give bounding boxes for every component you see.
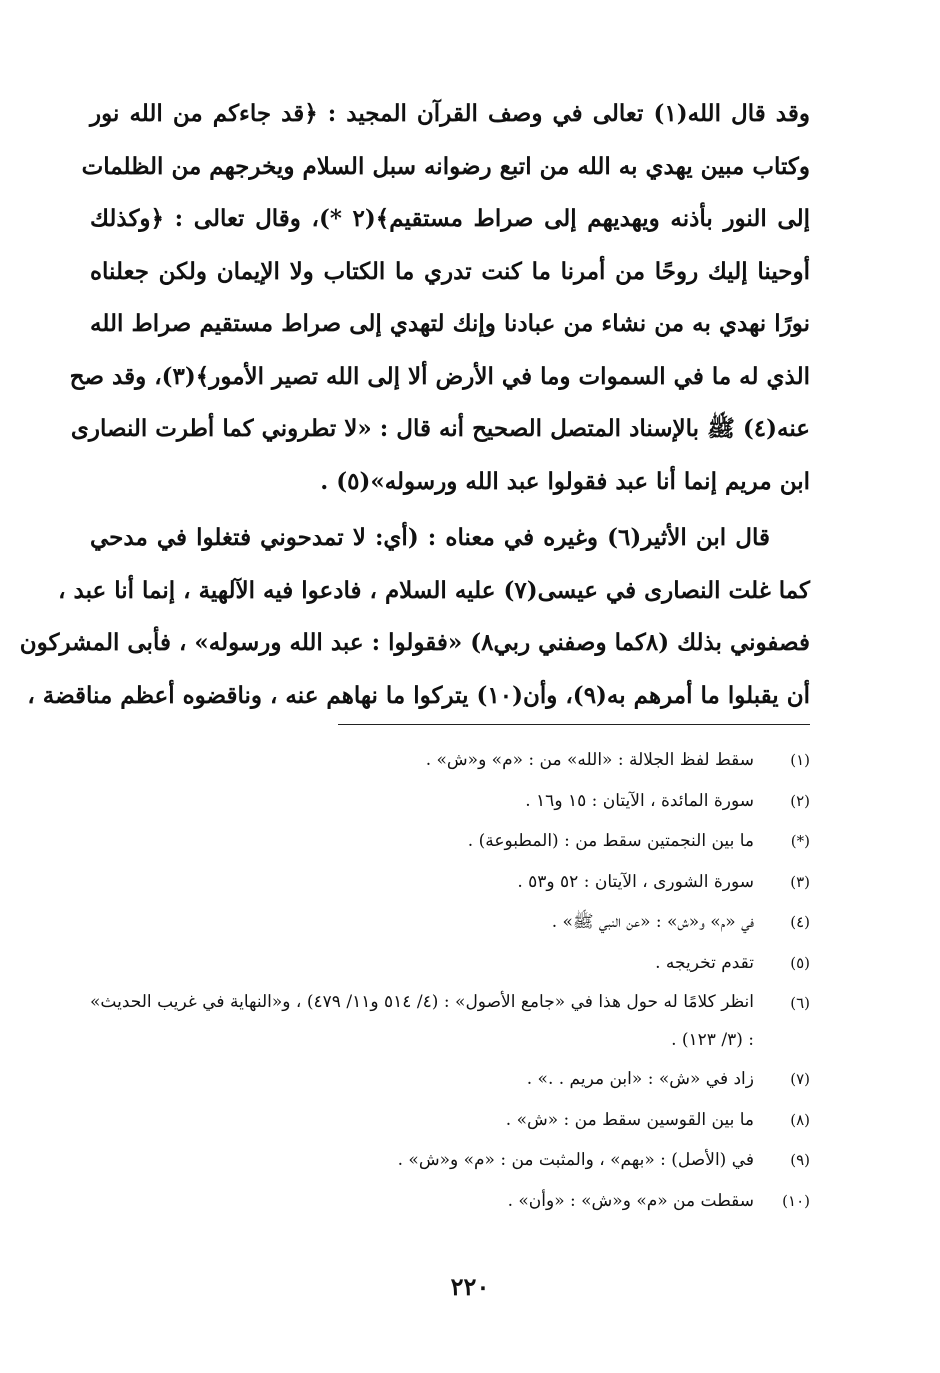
text-line: أوحينا إليك روحًا من أمرنا ما كنت تدري ما الكتاب ولا الإيمان ولكن جعلناه — [90, 257, 810, 285]
footnote — [90, 943, 810, 984]
footnote-number: (٧) — [790, 1070, 810, 1088]
text-line: عنه(٤) ﷺ بالإسناد المتصل الصحيح أنه قال : «لا تطروني كما أطرت النصارى — [70, 415, 810, 442]
footnote-number: (١) — [790, 751, 810, 769]
text-line: وقد قال الله(١) تعالى في وصف القرآن المجيد : ﴿قد جاءكم من الله نور — [90, 100, 810, 127]
page-number: ٢٢٠ — [450, 1272, 490, 1301]
footnote-number: (٨) — [790, 1110, 810, 1129]
text-line: وكتاب مبين يهدي به الله من اتبع رضوانه سبل السلام ويخرجهم من الظلمات — [81, 152, 810, 180]
text-line: إلى النور بأذنه ويهديهم إلى صراط مستقيم﴾(٢ *)، وقال تعالى : ﴿وكذلك — [90, 205, 810, 232]
footnote — [90, 983, 810, 1059]
text-line: قال ابن الأثير(٦) وغيره في معناه : (أي: لا تمدحوني فتغلوا في مدحي — [90, 524, 771, 551]
footnote-text: ما بين النجمتين سقط من : (المطبوعة) . — [467, 831, 754, 851]
footnote-text: سورة المائدة ، الآيتان : ١٥ و١٦ . — [525, 790, 754, 811]
footnote-text: ما بين القوسين سقط من : «ش» . — [505, 1109, 754, 1130]
footnote-number: (٩) — [790, 1151, 810, 1169]
footnote — [90, 902, 810, 943]
footnote-number: (٣) — [790, 872, 810, 891]
text-line: الذي له ما في السموات وما في الأرض ألا إلى الله تصير الأمور﴾(٣)، وقد صح — [69, 362, 810, 390]
footnote — [90, 862, 810, 903]
text-line: أن يقبلوا ما أمرهم به(٩)، وأن(١٠) يتركوا ما نهاهم عنه ، وناقضوه أعظم مناقضة ، — [27, 681, 810, 709]
text-line: كما غلت النصارى في عيسى(٧) عليه السلام ، فادعوا فيه الآلهية ، إنما أنا عبد ، — [58, 576, 810, 604]
footnote-text: زاد في «ش» : «ابن مريم . .» . — [526, 1069, 754, 1089]
footnote-text: سقط لفظ الجلالة : «الله» من : «م» و«ش» . — [425, 750, 754, 770]
footnote-text: في (الأصل) : «بهم» ، والمثبت من : «م» و«ش» . — [397, 1150, 754, 1170]
footnote-separator — [338, 724, 810, 725]
footnote — [90, 1140, 810, 1181]
footnote-number: (٥) — [790, 953, 810, 972]
footnote-text: انظر كلامًا له حول هذا في «جامع الأصول» : (٤/ ٥١٤ و١١/ ٤٧٩) ، و«النهاية في غريب الحديث» : (٣/ ١٢٣) . — [90, 992, 754, 1050]
footnote-text: تقدم تخريجه . — [655, 952, 754, 973]
footnote — [90, 1100, 810, 1141]
footnote — [90, 1059, 810, 1100]
footnote — [90, 821, 810, 862]
text-line: فصفوني بذلك (٨كما وصفني ربي٨) «فقولوا : عبد الله ورسوله» ، فأبى المشركون — [19, 629, 810, 656]
footnote — [90, 740, 810, 781]
footnote-number: (*) — [790, 832, 810, 850]
footnote — [90, 1181, 810, 1222]
footnote-number: (٤) — [790, 913, 810, 931]
footnote-number: (٦) — [790, 994, 810, 1012]
footnote-text: سورة الشورى ، الآيتان : ٥٢ و٥٣ . — [517, 871, 754, 892]
footnote-number: (٢) — [790, 791, 810, 810]
text-line: نورًا نهدي به من نشاء من عبادنا وإنك لتهدي إلى صراط مستقيم صراط الله — [90, 310, 810, 337]
footnotes — [90, 740, 810, 1221]
footnote-text: في «م» و«ش» : «عن النبي ﷺ» . — [551, 912, 754, 932]
footnote — [90, 781, 810, 822]
footnote-text: سقطت من «م» و«ش» : «وأن» . — [507, 1190, 754, 1211]
text-line: ابن مريم إنما أنا عبد فقولوا عبد الله ورسوله»(٥) . — [320, 467, 810, 495]
footnote-number: (١٠) — [782, 1191, 810, 1210]
main-text — [19, 88, 810, 722]
